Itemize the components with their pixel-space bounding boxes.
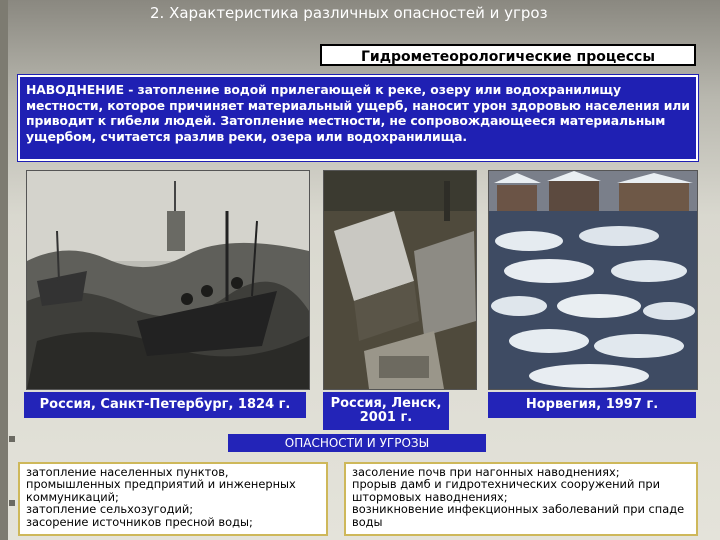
hazards-list-left [18,462,328,536]
hazard-item: возникновение инфекционных заболеваний при спаде воды [352,502,685,529]
hazard-item: затопление сельхозугодий; [26,502,194,517]
photo-lensk-2001 [323,170,477,390]
caption-norway: Норвегия, 1997 г. [488,392,696,418]
hazard-item: затопление населенных пунктов, промышленных предприятий и инженерных коммуникаций; [26,465,296,504]
hazard-item: засоление почв при нагонных наводнениях; [352,465,620,479]
caption-lensk: Россия, Ленск, 2001 г. [323,392,449,430]
side-bar [0,0,8,540]
photo-norway-1997 [488,170,698,390]
hazard-item: засорение источников пресной воды; [26,514,253,529]
photo-st-petersburg-1824 [26,170,310,390]
caption-st-petersburg: Россия, Санкт-Петербург, 1824 г. [24,392,306,418]
hazard-item: прорыв дамб и гидротехнических сооружений при штормовых наводнениях; [352,477,661,504]
hazards-list-right [344,462,698,536]
slide-title: 2. Характеристика различных опасностей и угроз [150,4,548,22]
bullet-marker [9,500,15,506]
hazards-header: ОПАСНОСТИ И УГРОЗЫ [228,434,486,452]
category-box: Гидрометеорологические процессы [320,44,696,66]
bullet-marker [9,436,15,442]
definition-box: НАВОДНЕНИЕ - затопление водой прилегающей к реке, озеру или водохранилищу местности, которое причиняет материальный ущерб, наносит урон здоровью населения или приводит к гибели людей. Затопление местности, не сопровождающееся материальным ущербом, считается разлив реки, озера или водохранилища. [18,75,698,161]
